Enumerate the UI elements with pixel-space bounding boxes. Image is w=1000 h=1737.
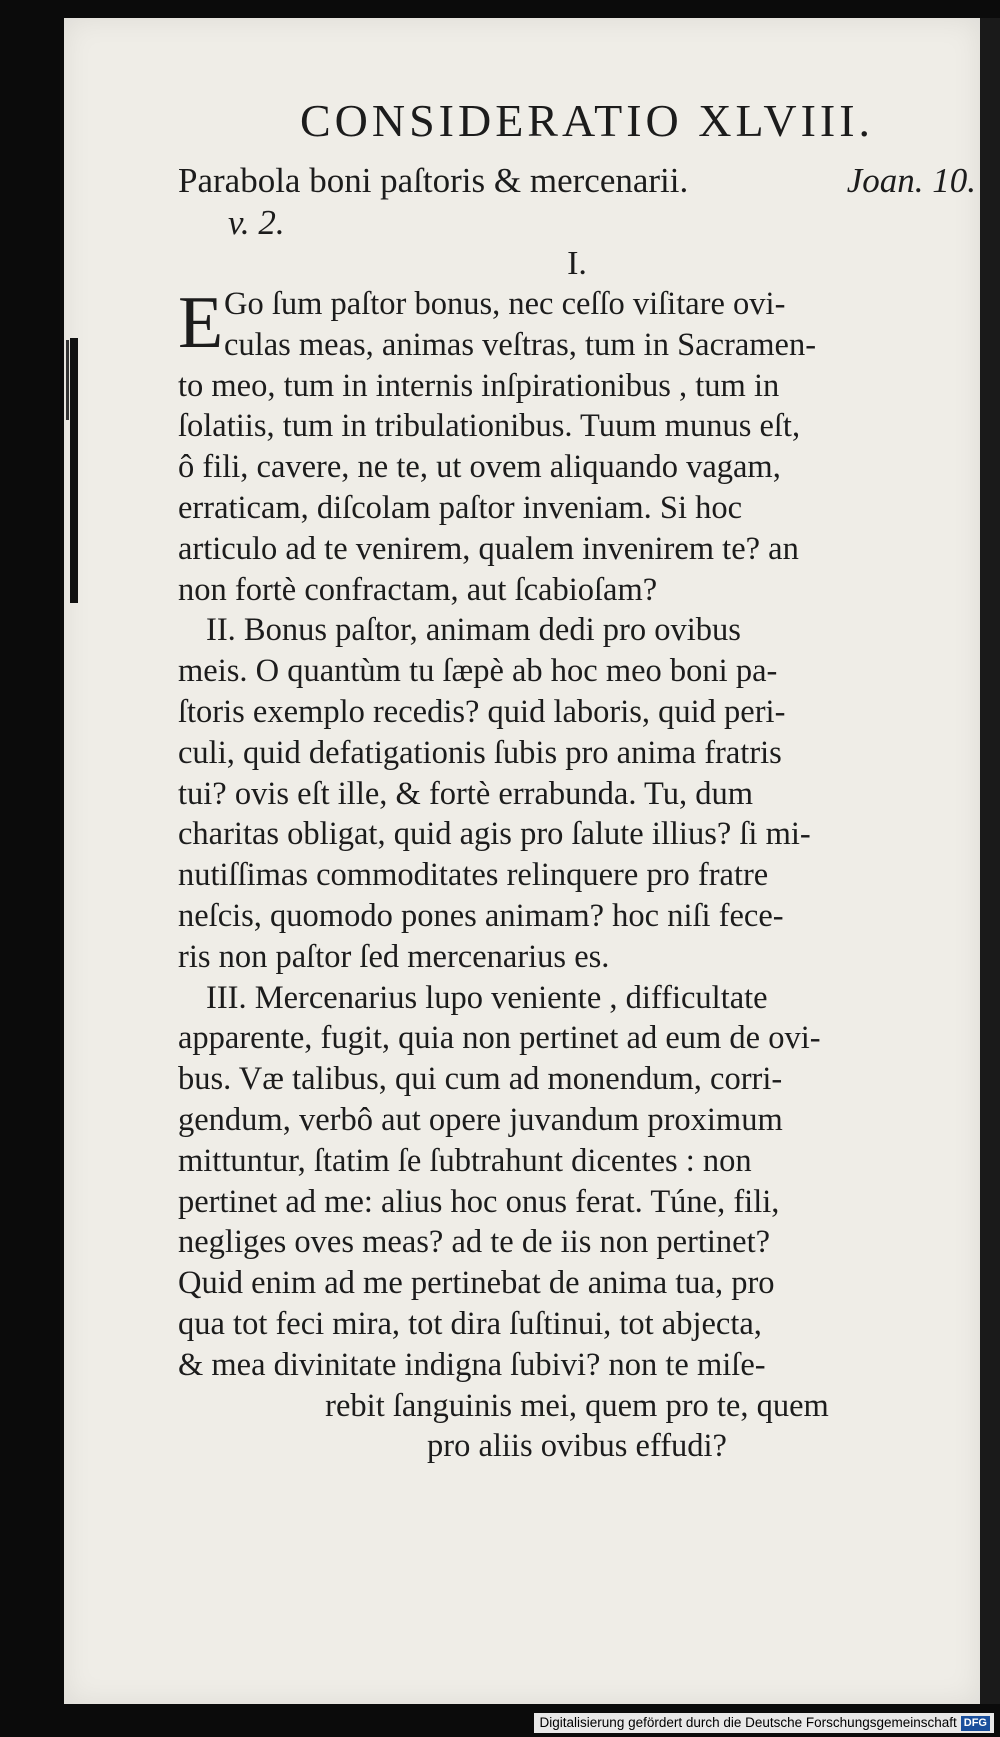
section-ii [178,610,976,977]
text-line: nutiſſimas commoditates relinquere pro fratre [178,857,769,894]
text-line: apparente, fugit, quia non pertinet ad eum de ovi- [178,1020,821,1057]
text-line: meis. O quantùm tu ſæpè ab hoc meo boni pa- [178,653,778,690]
section-i [178,284,976,610]
text-line: pertinet ad me: alius hoc onus ferat. Túne, fili, [178,1183,780,1220]
digitization-credit [534,1713,994,1733]
text-line: charitas obligat, quid agis pro ſalute illius? ſi mi- [178,816,811,853]
text-line: II. Bonus paſtor, animam dedi pro ovibus [206,612,741,649]
text-line: Go ſum paſtor bonus, nec ceſſo viſitare ovi- [224,286,786,322]
closing-line: rebit ſanguinis mei, quem pro te, quem [325,1387,829,1424]
subtitle-main: Parabola boni paſtoris & mercenarii. [178,161,689,200]
text-line: non fortè confractam, aut ſcabioſam? [178,571,658,608]
section-iii [178,978,976,1468]
credit-text: Digitalisierung gefördert durch die Deutsche Forschungsgemeinschaft [539,1715,957,1730]
margin-mark-thin [66,340,69,420]
text-line: qua tot feci mira, tot dira ſuſtinui, tot abjecta, [178,1305,762,1342]
page-text [178,92,976,1467]
text-line: bus. Væ talibus, qui cum ad monendum, corri- [178,1061,783,1098]
text-line: negliges oves meas? ad te de iis non pertinet? [178,1224,771,1261]
text-line: III. Mercenarius lupo veniente , difficultate [206,979,768,1016]
text-line: culi, quid defatigationis ſubis pro anima fratris [178,734,782,771]
subtitle [178,160,976,244]
text-line: Quid enim ad me pertinebat de anima tua, pro [178,1265,775,1302]
text-line: ris non paſtor ſed mercenarius es. [178,938,610,975]
text-line: ſolatiis, tum in tribulationibus. Tuum munus eſt, [178,408,801,445]
margin-mark [70,338,78,603]
text-line: gendum, verbô aut opere juvandum proximum [178,1101,783,1138]
text-line: tui? ovis eſt ille, & fortè errabunda. Tu, dum [178,775,753,812]
text-line: ſtoris exemplo recedis? quid laboris, quid peri- [178,693,786,730]
drop-cap: E [178,282,224,364]
text-line: culas meas, animas veſtras, tum in Sacramen- [224,326,817,363]
text-line: erraticam, diſcolam paſtor inveniam. Si hoc [178,489,743,526]
scripture-verse: v. 2. [228,203,285,242]
text-line: ô fili, cavere, ne te, ut ovem aliquando vagam, [178,449,781,486]
text-line: articulo ad te venirem, qualem invenirem te? an [178,530,799,567]
text-line: to meo, tum in internis inſpirationibus , tum in [178,367,780,404]
page-edge-shadow [980,18,1000,1704]
text-line: mittuntur, ſtatim ſe ſubtrahunt dicentes : non [178,1142,752,1179]
scripture-reference: Joan. 10. [846,161,976,200]
closing-line: pro aliis ovibus effudi? [427,1428,727,1465]
text-line: neſcis, quomodo pones animam? hoc niſi fece- [178,897,784,934]
text-line: & mea divinitate indigna ſubivi? non te miſe- [178,1346,766,1383]
page-title: CONSIDERATIO XLVIII. [299,95,875,146]
section-numeral-i: I. [567,245,587,282]
dfg-logo-icon: DFG [961,1716,990,1731]
